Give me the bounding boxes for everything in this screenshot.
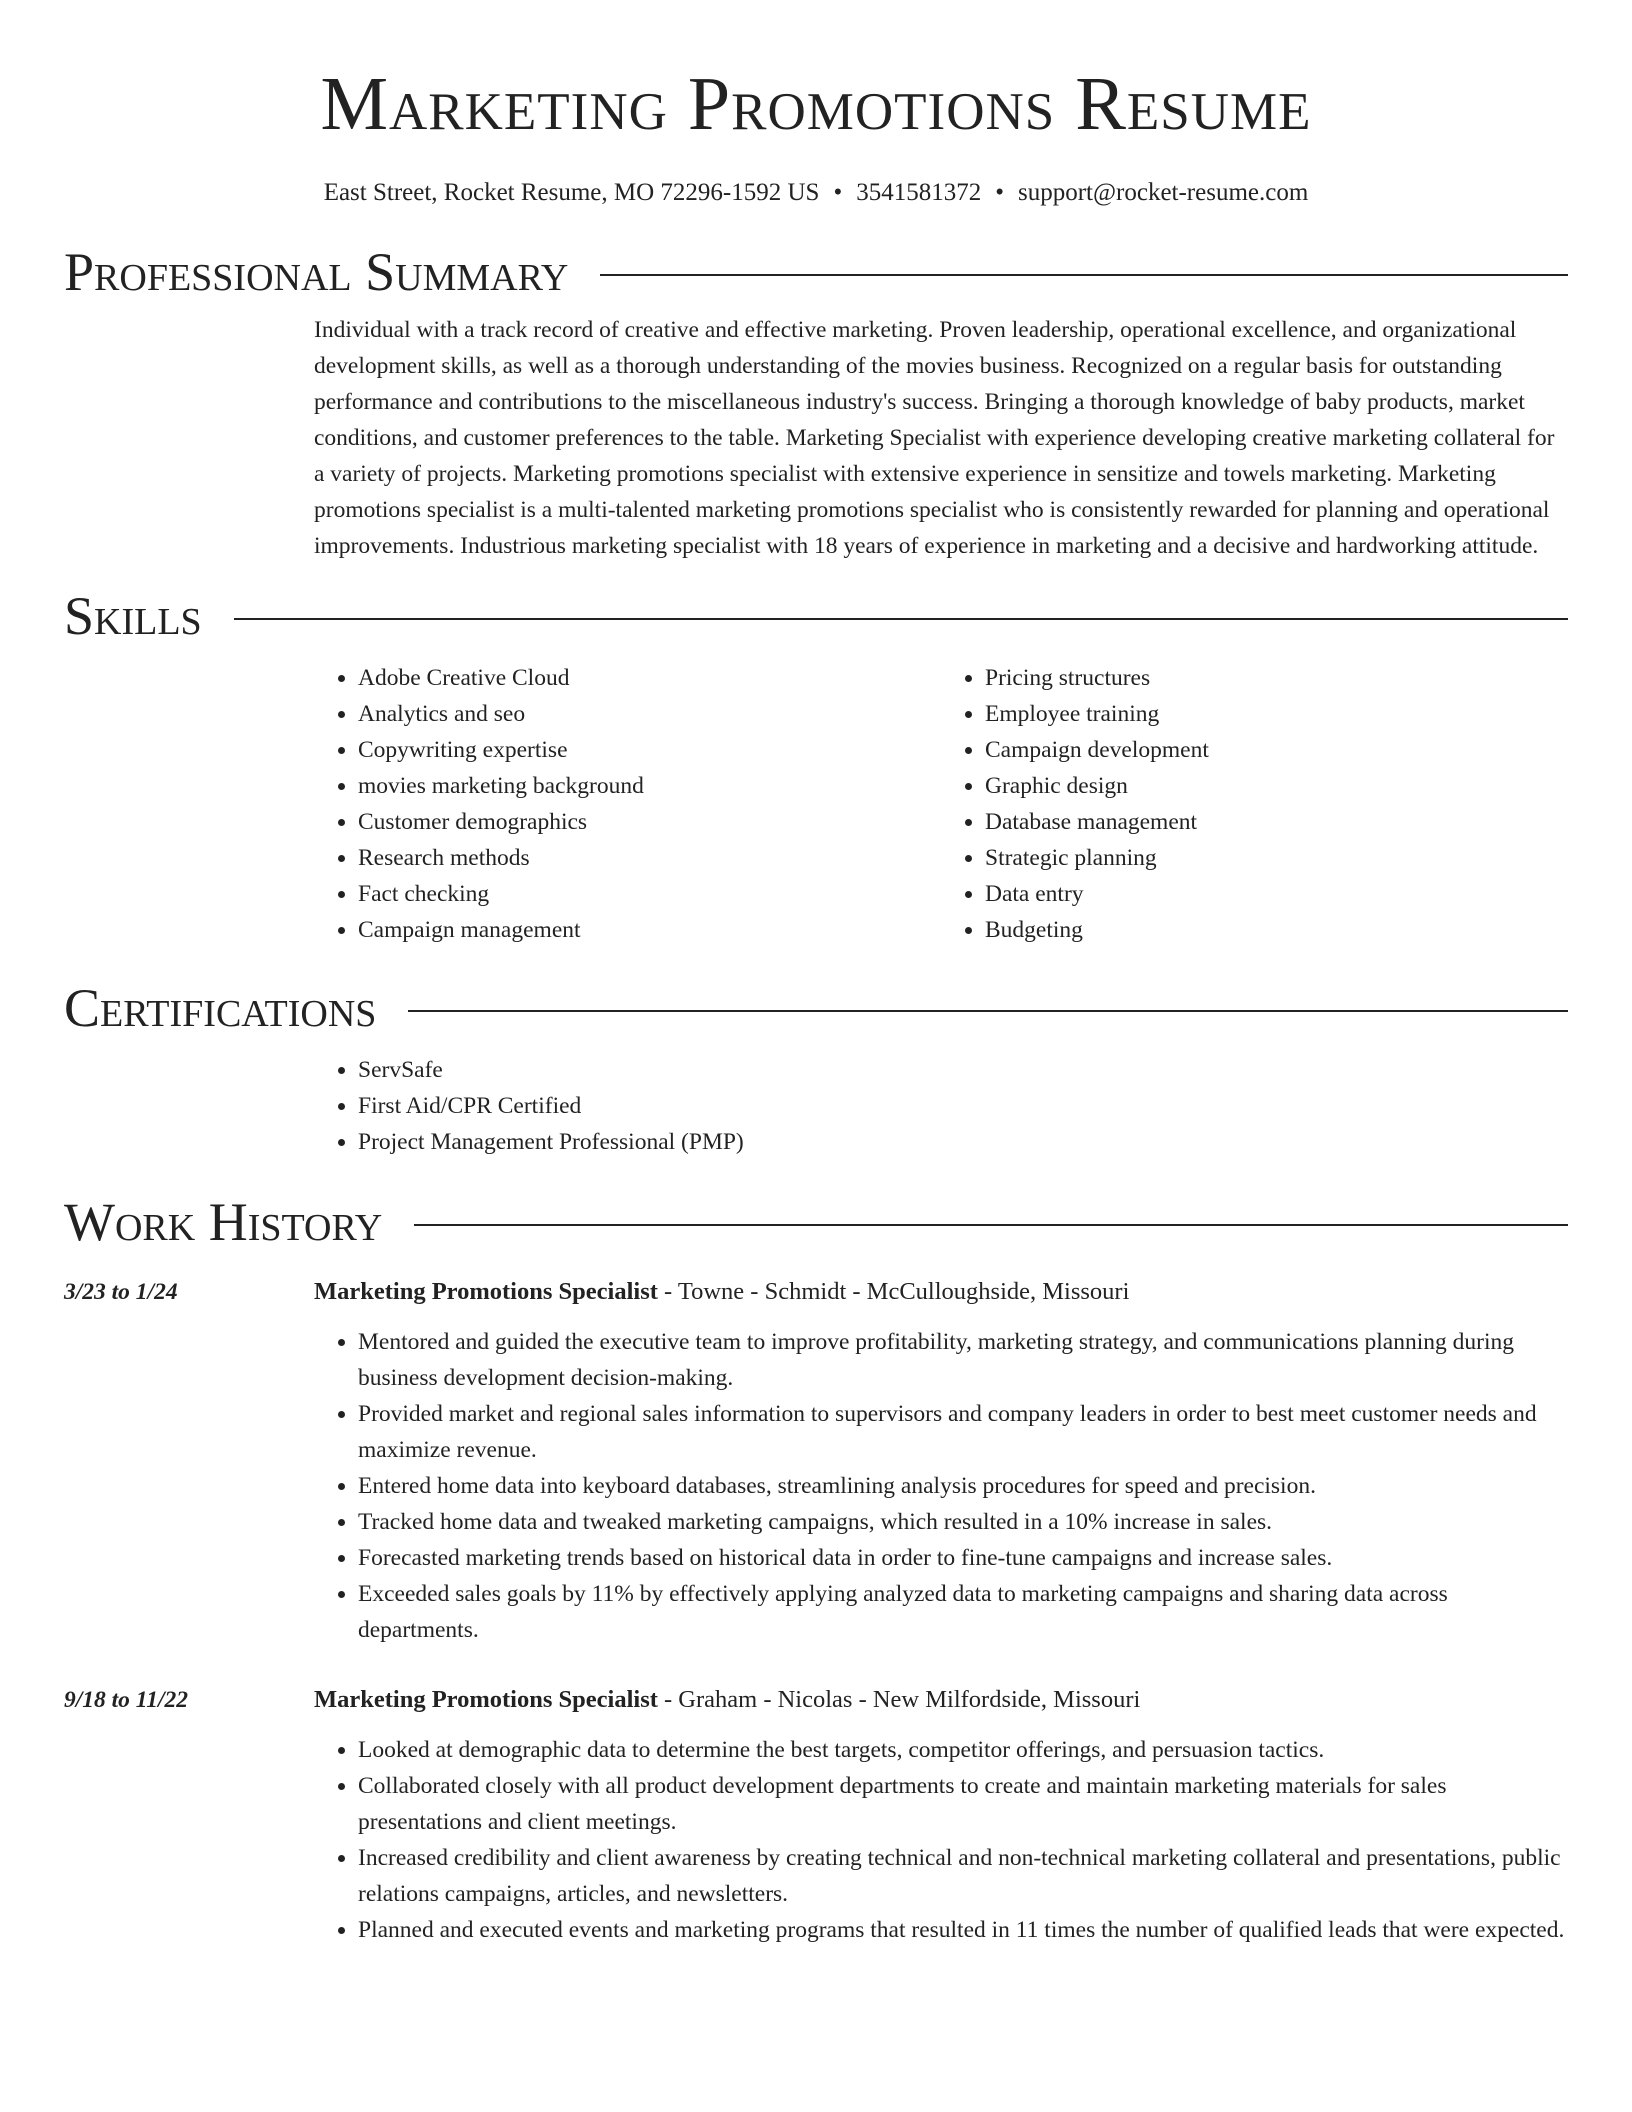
contact-email-link[interactable]: support@rocket-resume.com xyxy=(1018,179,1309,206)
summary-body xyxy=(314,312,1568,564)
contact-line xyxy=(64,176,1568,210)
resume-title: Marketing Promotions Resume xyxy=(320,62,1312,146)
job-heading xyxy=(314,1682,1568,1718)
skill-item: • Employee training xyxy=(985,696,1568,732)
contact-address: East Street, Rocket Resume, MO 72296-1592 US xyxy=(323,179,820,206)
skills-heading: Skills xyxy=(64,586,202,646)
skill-item: • Copywriting expertise xyxy=(358,732,941,768)
section-divider xyxy=(414,1224,1568,1226)
skill-item: • Strategic planning xyxy=(985,840,1568,876)
skill-item: • Graphic design xyxy=(985,768,1568,804)
job-bullet: • Increased credibility and client awareness by creating technical and non-technical marketing collateral and presentations, public relations campaigns, articles, and newsletters. xyxy=(358,1840,1568,1912)
certification-item: • ServSafe xyxy=(358,1052,1568,1088)
skills-list-right xyxy=(941,660,1568,948)
certifications-body xyxy=(314,1052,1568,1160)
skill-item: • Customer demographics xyxy=(358,804,941,840)
skills-list-left xyxy=(314,660,941,948)
job-bullet: • Looked at demographic data to determine the best targets, competitor offerings, and persuasion tactics. xyxy=(358,1732,1568,1768)
summary-text: Individual with a track record of creative and effective marketing. Proven leadership, operational excellence, and organizational development skills, as well as a thorough understanding of the movies business. Recognized on a regular basis for outstanding performance and contributions to the miscellaneous industry's success. Bringing a thorough knowledge of baby products, market conditions, and customer preferences to the table. Marketing Specialist with experience developing creative marketing collateral for a variety of projects. Marketing promotions specialist with extensive experience in sensitize and towels marketing. Marketing promotions specialist is a multi-talented marketing promotions specialist who is consistently rewarded for planning and operational improvements. Industrious marketing specialist with 18 years of experience in marketing and a decisive and hardworking attitude. xyxy=(314,317,1555,559)
summary-heading: Professional Summary xyxy=(64,242,569,302)
contact-separator: • xyxy=(833,179,843,206)
job-bullets xyxy=(314,1324,1568,1648)
job-entry xyxy=(64,1274,1568,1648)
skill-item: • Research methods xyxy=(358,840,941,876)
section-divider xyxy=(600,274,1568,276)
skills-grid xyxy=(314,660,1568,948)
contact-phone: 3541581372 xyxy=(856,179,982,206)
job-body xyxy=(314,1682,1568,1948)
summary-header xyxy=(64,240,1568,304)
skill-item: • Data entry xyxy=(985,876,1568,912)
job-role: Marketing Promotions Specialist xyxy=(314,1686,658,1713)
skill-item: • Campaign management xyxy=(358,912,941,948)
job-bullet: • Entered home data into keyboard databases, streamlining analysis procedures for speed and precision. xyxy=(358,1468,1568,1504)
skill-item: • Database management xyxy=(985,804,1568,840)
section-divider xyxy=(408,1010,1568,1012)
skill-item: • movies marketing background xyxy=(358,768,941,804)
job-company: - Towne - Schmidt - McCulloughside, Missouri xyxy=(657,1278,1130,1305)
job-bullet: • Collaborated closely with all product development departments to create and maintain marketing materials for sales presentations and client meetings. xyxy=(358,1768,1568,1840)
summary-section xyxy=(64,240,1568,564)
job-bullet: • Mentored and guided the executive team to improve profitability, marketing strategy, and communications planning during business development decision-making. xyxy=(358,1324,1568,1396)
contact-separator: • xyxy=(995,179,1004,206)
work-history-heading: Work History xyxy=(64,1192,383,1252)
section-divider xyxy=(234,618,1568,620)
skills-section xyxy=(64,584,1568,948)
job-bullet: • Exceeded sales goals by 11% by effectively applying analyzed data to marketing campaigns and sharing data across departments. xyxy=(358,1576,1568,1648)
certification-item: • First Aid/CPR Certified xyxy=(358,1088,1568,1124)
certifications-heading: Certifications xyxy=(64,978,377,1038)
job-bullet: • Forecasted marketing trends based on historical data in order to fine-tune campaigns and increase sales. xyxy=(358,1540,1568,1576)
job-bullets xyxy=(314,1732,1568,1948)
job-entry xyxy=(64,1682,1568,1948)
skill-item: • Pricing structures xyxy=(985,660,1568,696)
certification-item: • Project Management Professional (PMP) xyxy=(358,1124,1568,1160)
job-company: - Graham - Nicolas - New Milfordside, Missouri xyxy=(657,1686,1141,1713)
certifications-section xyxy=(64,976,1568,1160)
job-bullet: • Provided market and regional sales information to supervisors and company leaders in order to best meet customer needs and maximize revenue. xyxy=(358,1396,1568,1468)
certifications-list xyxy=(314,1052,1568,1160)
job-heading xyxy=(314,1274,1568,1310)
skills-header xyxy=(64,584,1568,648)
job-dates: 3/23 to 1/24 xyxy=(64,1279,178,1305)
work-history-header xyxy=(64,1190,1568,1254)
job-bullet: • Planned and executed events and marketing programs that resulted in 11 times the number of qualified leads that were expected. xyxy=(358,1912,1568,1948)
skill-item: • Budgeting xyxy=(985,912,1568,948)
job-dates: 9/18 to 11/22 xyxy=(64,1687,189,1713)
job-bullet: • Tracked home data and tweaked marketing campaigns, which resulted in a 10% increase in sales. xyxy=(358,1504,1568,1540)
skill-item: • Analytics and seo xyxy=(358,696,941,732)
skill-item: • Fact checking xyxy=(358,876,941,912)
work-history-section xyxy=(64,1190,1568,1948)
job-role: Marketing Promotions Specialist xyxy=(314,1278,658,1305)
skill-item: • Campaign development xyxy=(985,732,1568,768)
job-body xyxy=(314,1274,1568,1648)
skill-item: • Adobe Creative Cloud xyxy=(358,660,941,696)
certifications-header xyxy=(64,976,1568,1040)
